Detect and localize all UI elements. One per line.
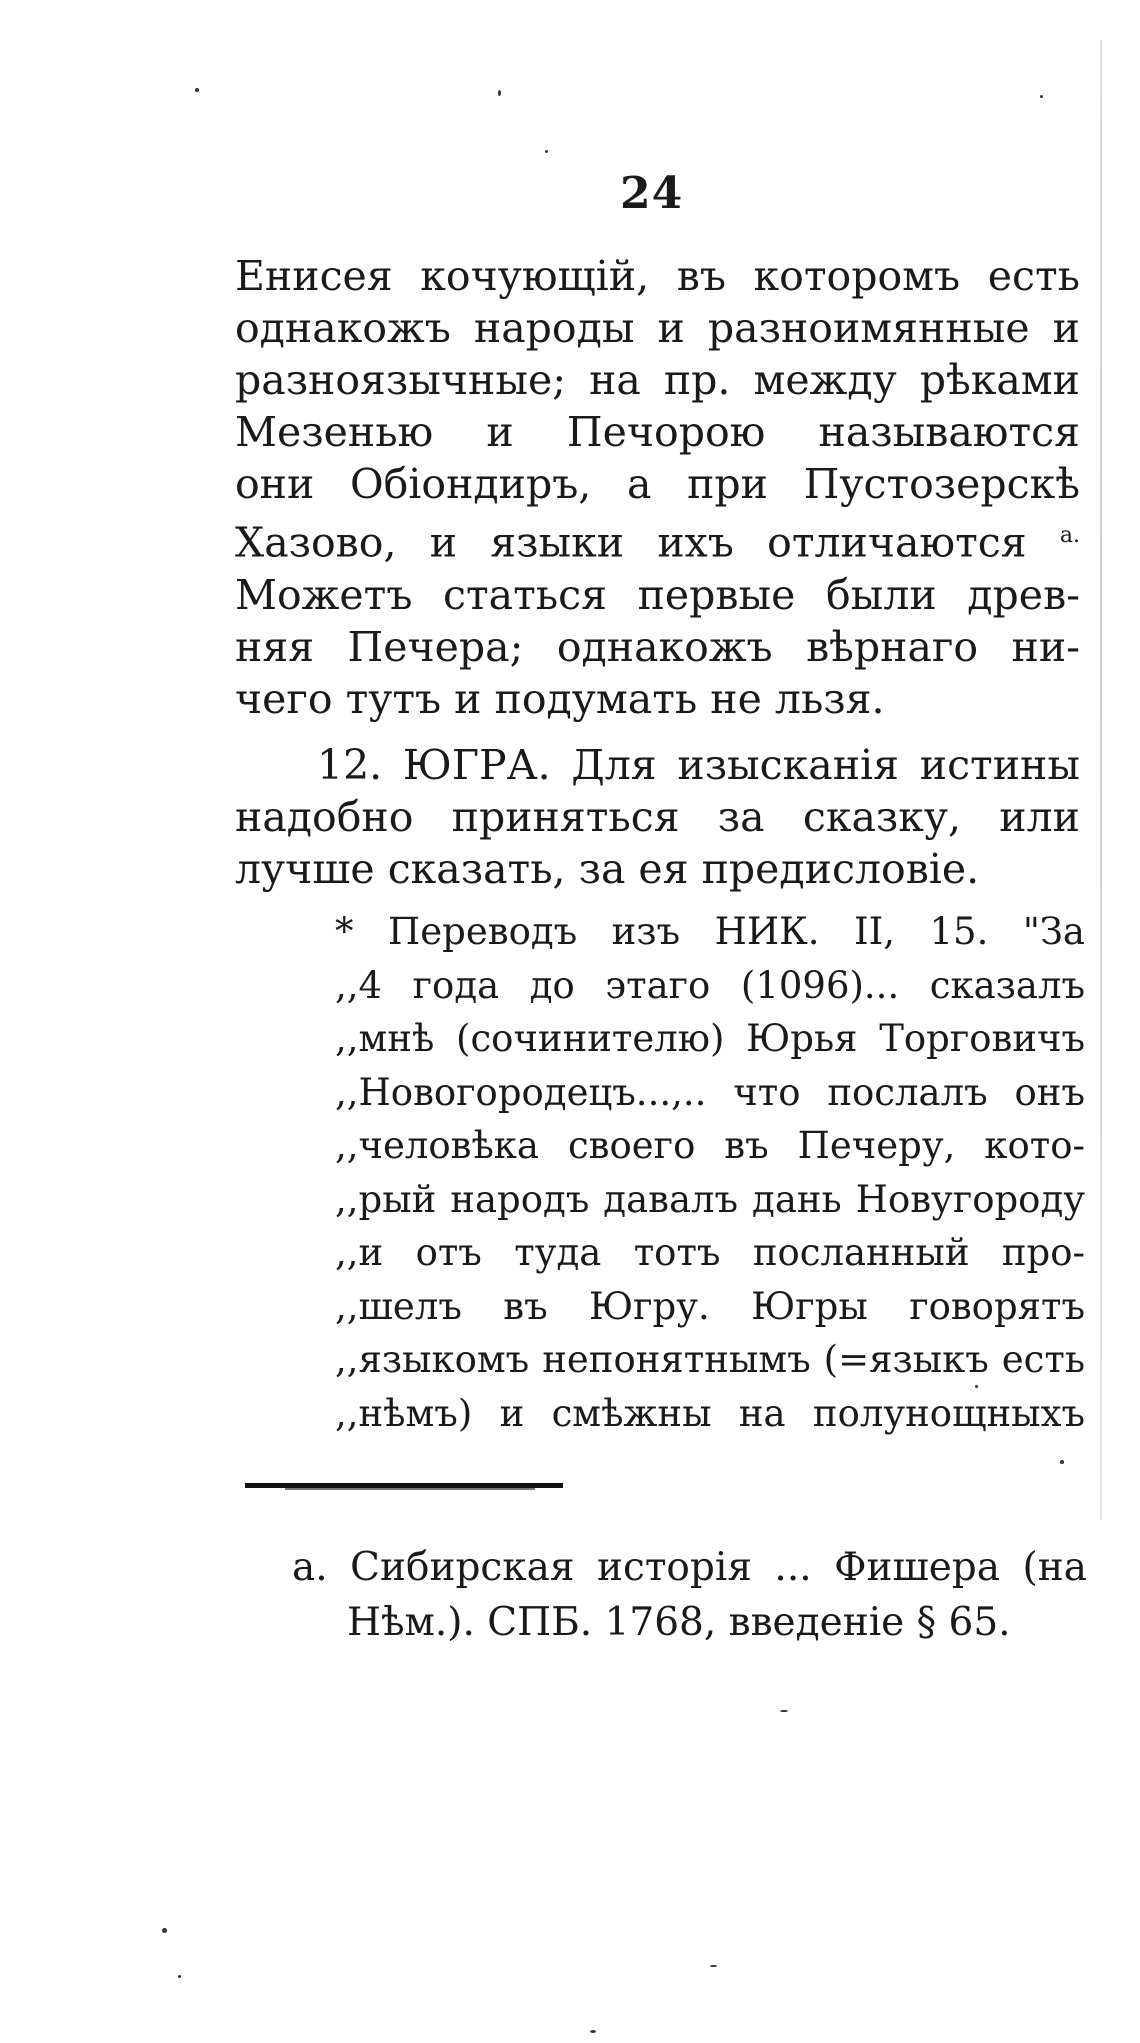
- text-line: Можетъ статься первые были древ-: [235, 570, 1080, 619]
- quote-line: ,,шелъ въ Югру. Югры говорятъ: [335, 1284, 1085, 1328]
- chronicle-quotation: [335, 905, 1085, 1440]
- text-line: Енисея кочующій, въ которомъ есть: [235, 252, 1080, 300]
- text-line: Мезенью и Печорою называются: [235, 408, 1080, 456]
- text-line: разноязычные; на пр. между рѣками: [235, 356, 1080, 404]
- paper-speck: [1060, 1460, 1064, 1464]
- footnote: [292, 1540, 1087, 1650]
- quote-line: ,,человѣка своего въ Печеру, кото-: [335, 1124, 1085, 1167]
- text-line: надобно приняться за сказку, или: [235, 792, 1080, 841]
- main-paragraph: [235, 250, 1080, 895]
- quote-line: ,,нѣмъ) и смѣжны на полунощныхъ: [335, 1391, 1085, 1435]
- footnote-divider: [245, 1483, 563, 1488]
- text-line: Хазово, и языки ихъ отличаются: [235, 518, 1027, 567]
- paper-speck: [780, 1710, 788, 1712]
- quote-line: ,,4 года до этаго (1096)... сказалъ: [335, 963, 1085, 1007]
- paragraph-gap: [235, 725, 1080, 739]
- footnote-line: Нѣм.). СПБ. 1768, введеніе § 65.: [347, 1600, 1011, 1645]
- quote-line: ,,и отъ туда тотъ посланный про-: [335, 1231, 1085, 1274]
- quote-line: ,,языкомъ непонятнымъ (=языкъ есть: [335, 1338, 1085, 1381]
- text-line: чего тутъ и подумать не льзя.: [235, 674, 885, 723]
- paper-speck: [162, 1928, 167, 1933]
- text-line: няя Печера; однакожъ вѣрнаго ни-: [235, 622, 1080, 671]
- page-number: 24: [620, 168, 684, 219]
- footnote-marker: а.: [1059, 523, 1080, 548]
- paper-speck: [498, 90, 501, 96]
- paper-speck: [710, 1965, 717, 1967]
- quote-line: ,,рый народъ давалъ дань Новугороду: [335, 1177, 1085, 1221]
- paper-speck: [1040, 95, 1043, 98]
- paper-speck: [545, 150, 548, 153]
- section-heading-line: 12. ЮГРА. Для изысканія истины: [317, 740, 1080, 789]
- paper-speck: [195, 88, 199, 92]
- text-line: однакожъ народы и разноимянные и: [235, 304, 1080, 352]
- quote-line: ,,Новогородецъ...,.. что послалъ онъ: [335, 1070, 1085, 1114]
- text-line-with-footnote: [235, 510, 1080, 569]
- text-line: они Обіондиръ, а при Пустозерскѣ: [235, 460, 1080, 508]
- footnote-line: а. Сибирская исторія ... Фишера (на: [292, 1545, 1087, 1590]
- quote-line: ,,мнѣ (сочинителю) Юрья Торговичъ: [335, 1017, 1085, 1060]
- page-edge-shadow: [1100, 40, 1102, 1520]
- paper-speck: [975, 1385, 978, 1388]
- text-line: лучше сказать, за ея предисловіе.: [235, 844, 980, 893]
- quote-line: * Переводъ изъ НИК. II, 15. "За: [335, 910, 1085, 953]
- paper-speck: [178, 1975, 181, 1978]
- paper-speck: [590, 2030, 596, 2033]
